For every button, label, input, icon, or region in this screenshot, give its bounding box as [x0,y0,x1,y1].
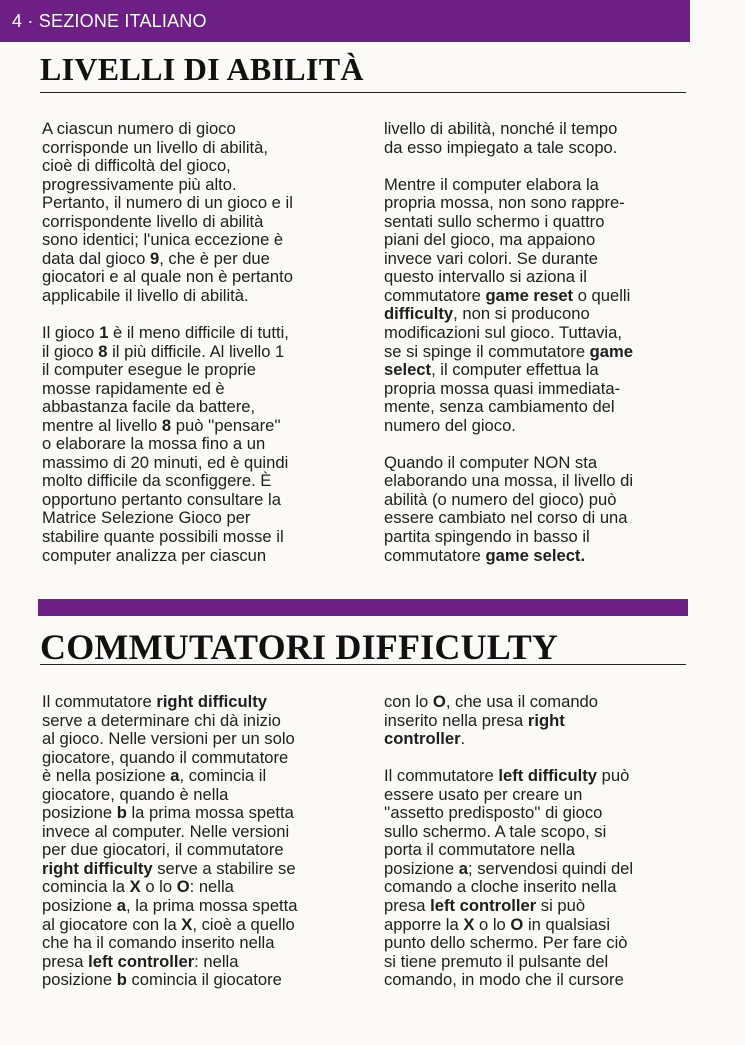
text-line [42,194,352,213]
bold-term: a [116,896,126,916]
text-run: serve a determinare chi dà inizio [42,710,281,730]
bold-term: right [527,710,565,730]
text-run: comando a cloche inserito nella [384,877,617,897]
text-run: , che è per due [159,248,270,268]
text-run: da esso impiegato a tale scopo. [384,137,618,157]
text-run: progressivamente più alto. [42,174,237,194]
text-line [384,953,694,972]
text-line [42,287,352,306]
text-line [42,528,352,547]
text-line [384,804,694,823]
text-line [384,491,694,510]
bold-term: b [116,970,127,990]
text-line [42,120,352,139]
text-run: può ''pensare'' [171,415,281,435]
text-run: si può [536,896,586,916]
text-line [42,213,352,232]
text-line [384,712,694,731]
text-run: abbastanza facile da battere, [42,397,256,417]
text-line [384,971,694,990]
text-line [384,139,694,158]
text-run: il gioco [42,341,99,361]
section-title-difficulty-switches: COMMUTATORI DIFFICULTY [40,627,559,667]
text-run: al gioco. Nelle versioni per un solo [42,729,295,749]
text-line [384,730,694,749]
text-line [42,953,352,972]
text-line [42,934,352,953]
text-line [384,454,694,473]
section-header-bar [0,0,690,42]
bold-term: X [129,877,141,897]
text-line [42,454,352,473]
text-line [384,767,694,786]
text-run: piani del gioco, ma appaiono [384,230,596,250]
difficulty-column-right [384,693,694,990]
bold-term: game [589,341,634,361]
bold-term: 9 [149,248,160,268]
text-line [384,897,694,916]
text-line [42,767,352,786]
text-run: . [460,729,466,749]
text-run: cioè di difficoltà del gioco, [42,156,231,176]
text-run: numero del gioco. [384,415,516,435]
bold-term: 1 [99,323,109,343]
text-line [384,231,694,250]
bold-term: b [116,803,127,823]
text-run: invece vari colori. Se durante [384,248,598,268]
paragraph-gap [384,157,694,176]
text-line [384,343,694,362]
text-run: Quando il computer NON sta [384,452,598,472]
bold-term: O [176,877,190,897]
text-run: che ha il comando inserito nella [42,933,275,953]
text-line [384,860,694,879]
text-run: giocatori e al quale non è pertanto [42,267,293,287]
text-run: giocatore, quando il commutatore [42,747,289,767]
text-line [384,250,694,269]
text-line [42,176,352,195]
text-run: mosse rapidamente ed è [42,378,225,398]
text-line [384,547,694,566]
text-run: inserito nella presa [384,710,528,730]
text-line [42,250,352,269]
text-line [384,324,694,343]
text-line [42,509,352,528]
text-line [384,417,694,436]
bold-term: game reset [485,285,574,305]
text-line [384,916,694,935]
section-divider-band [38,599,688,616]
bold-term: controller [384,729,461,749]
bold-term: difficulty [384,304,454,324]
text-line [42,693,352,712]
text-line [384,786,694,805]
text-run: o quelli [573,285,631,305]
text-run: modificazioni sul gioco. Tuttavia, [384,323,622,343]
text-line [384,194,694,213]
text-line [42,361,352,380]
text-run: essere usato per creare un [384,784,583,804]
bold-term: O [432,692,446,711]
text-line [384,823,694,842]
text-run: commutatore [384,285,486,305]
text-run: molto difficile da sconfiggere. È [42,471,272,491]
text-run: giocatore, quando è nella [42,784,229,804]
text-run: commutatore [384,545,486,565]
text-line [384,528,694,547]
text-run: o lo [474,914,511,934]
text-run: comincia il giocatore [126,970,282,990]
bold-term: right difficulty [156,692,267,711]
text-run: è nella posizione [42,766,171,786]
section-label: 4 · SEZIONE ITALIANO [12,11,207,31]
text-run: sullo schermo. A tale scopo, si [384,821,607,841]
text-run: , la prima mossa spetta [125,896,298,916]
text-run: sono identici; l'unica eccezione è [42,230,284,250]
bold-term: 8 [98,341,108,361]
text-run: questo intervallo si aziona il [384,267,587,287]
text-line [384,934,694,953]
text-run: o elaborare la mossa fino a un [42,434,266,454]
text-run: : nella [189,877,234,897]
text-run: mente, senza cambiamento del [384,397,615,417]
text-line [384,693,694,712]
text-line [384,120,694,139]
text-run: data dal gioco [42,248,150,268]
text-run: con lo [384,692,433,711]
text-run: Il commutatore [42,692,157,711]
text-line [42,804,352,823]
text-run: propria mossa, non sono rappre- [384,193,625,213]
text-run: , non si producono [453,304,590,324]
text-run: applicabile il livello di abilità. [42,285,249,305]
bold-term: a [458,858,468,878]
text-run: Il commutatore [384,766,499,786]
text-line [42,324,352,343]
text-run: Il gioco [42,323,100,343]
text-run: , comincia il [179,766,267,786]
paragraph-gap [384,435,694,454]
text-run: mentre al livello [42,415,162,435]
text-run: partita spingendo in basso il [384,527,590,547]
text-run: posizione [42,803,117,823]
text-run: al giocatore con la [42,914,182,934]
text-run: o lo [140,877,177,897]
text-line [42,139,352,158]
text-run: posizione [384,858,459,878]
text-run: si tiene premuto il pulsante del [384,951,609,971]
text-run: apporre la [384,914,464,934]
text-line [384,305,694,324]
text-run: livello di abilità, nonché il tempo [384,119,618,138]
bold-term: 8 [161,415,172,435]
text-run: punto dello schermo. Per fare ciò [384,933,628,953]
title-underline [40,92,686,93]
text-run: essere cambiato nel corso di una [384,508,628,528]
text-run: è il meno difficile di tutti, [108,323,289,343]
text-line [42,398,352,417]
text-run: il più difficile. Al livello 1 [107,341,285,361]
text-run: stabilire quante possibili mosse il [42,527,284,547]
text-run: può [597,766,630,786]
text-run: massimo di 20 minuti, ed è quindi [42,452,289,472]
text-run: ; servendosi quindi del [467,858,634,878]
text-line [42,712,352,731]
text-run: serve a stabilire se [152,858,296,878]
text-run: in qualsiasi [523,914,611,934]
text-run: : nella [194,951,239,971]
text-run: porta il commutatore nella [384,840,575,860]
text-run: opportuno pertanto consultare la [42,489,281,509]
text-run: invece al computer. Nelle versioni [42,821,290,841]
text-run: sentati sullo schermo i quattro [384,211,605,231]
bold-term: left controller [430,896,537,916]
text-line [42,547,352,566]
text-line [42,435,352,454]
text-run: presa [384,896,431,916]
text-run: abilità (o numero del gioco) può [384,489,617,509]
skill-levels-column-right [384,120,694,565]
text-run: Mentre il computer elabora la [384,174,599,194]
text-line [384,268,694,287]
text-line [42,897,352,916]
text-line [42,472,352,491]
text-run: posizione [42,896,117,916]
text-line [384,176,694,195]
text-line [42,417,352,436]
text-run: elaborando una mossa, il livello di [384,471,634,491]
text-line [384,398,694,417]
bold-term: left difficulty [498,766,597,786]
text-line [384,380,694,399]
text-line [42,231,352,250]
text-line [42,971,352,990]
text-line [42,730,352,749]
text-line [384,878,694,897]
text-run: posizione [42,970,117,990]
bold-term: right difficulty [42,858,153,878]
text-run: presa [42,951,89,971]
bold-term: select [384,360,432,380]
text-line [384,213,694,232]
text-run: Matrice Selezione Gioco per [42,508,251,528]
text-line [42,380,352,399]
text-run: A ciascun numero di gioco [42,119,236,138]
bold-term: X [463,914,475,934]
bold-term: O [510,914,524,934]
text-line [42,491,352,510]
bold-term: game select. [485,545,586,565]
text-line [42,916,352,935]
text-run: Pertanto, il numero di un gioco e il [42,193,293,213]
text-line [42,749,352,768]
bold-term: a [170,766,180,786]
text-line [384,361,694,380]
text-run: , il computer effettua la [431,360,599,380]
paragraph-gap [384,749,694,768]
text-line [384,287,694,306]
text-run: corrispondente livello di abilità [42,211,264,231]
text-run: computer analizza per ciascun [42,545,267,565]
text-run: propria mossa quasi immediata- [384,378,621,398]
text-run: per due giocatori, il commutatore [42,840,284,860]
text-line [42,860,352,879]
text-run: il computer esegue le proprie [42,360,256,380]
text-line [42,878,352,897]
text-run: , che usa il comando [445,692,599,711]
text-line [42,268,352,287]
text-run: se si spinge il commutatore [384,341,590,361]
text-run: comincia la [42,877,130,897]
text-line [42,786,352,805]
text-run: , cioè a quello [192,914,295,934]
text-line [42,823,352,842]
text-run: ''assetto predisposto'' di gioco [384,803,603,823]
skill-levels-column-left [42,120,352,565]
text-line [42,157,352,176]
bold-term: X [181,914,193,934]
section-title-skill-levels: LIVELLI DI ABILITÀ [40,51,364,87]
paragraph-gap [42,305,352,324]
text-run: comando, in modo che il cursore [384,970,624,990]
bold-term: left controller [88,951,195,971]
text-run: la prima mossa spetta [126,803,294,823]
text-line [384,509,694,528]
difficulty-column-left [42,693,352,990]
text-line [42,343,352,362]
text-line [42,841,352,860]
text-run: corrisponde un livello di abilità, [42,137,268,157]
text-line [384,472,694,491]
text-line [384,841,694,860]
title-underline [40,664,686,665]
